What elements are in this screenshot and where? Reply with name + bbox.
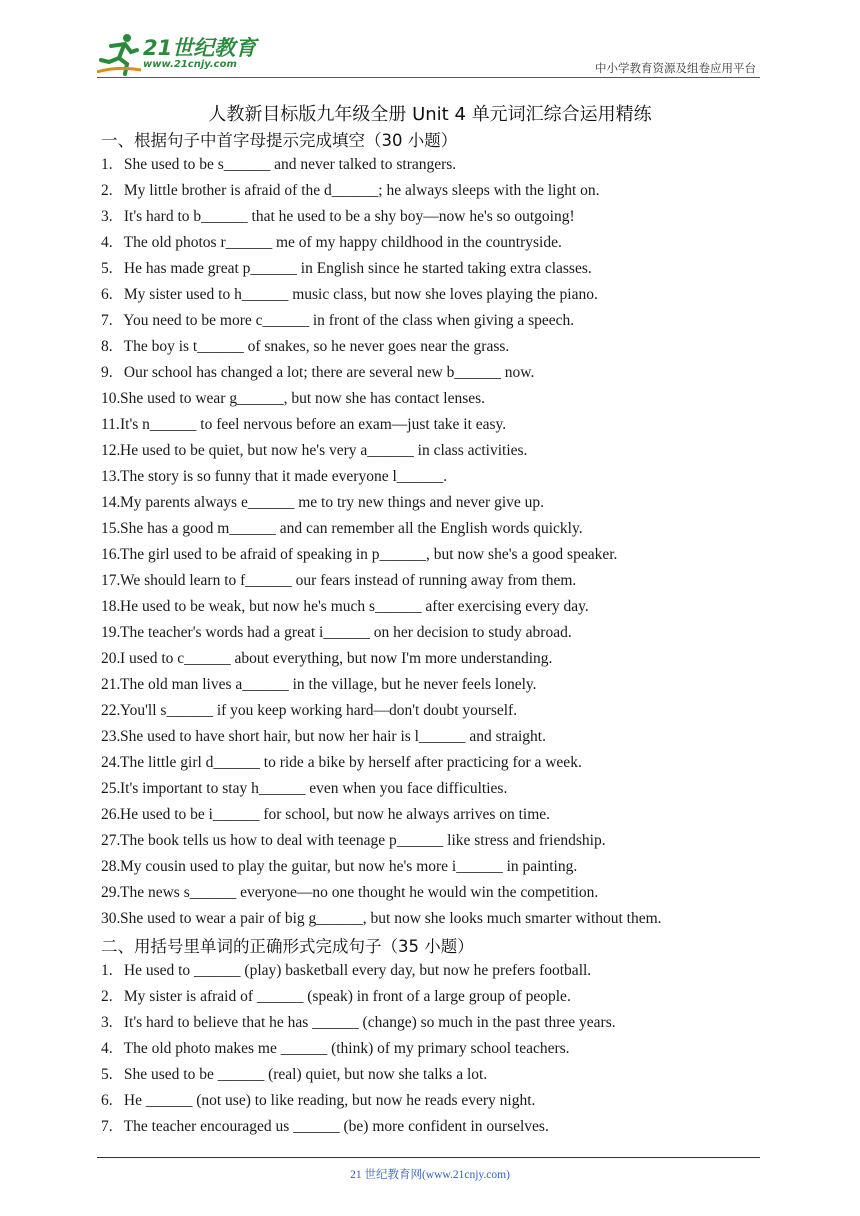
question-number: 20. xyxy=(101,650,121,667)
question-item xyxy=(101,311,574,337)
question-item xyxy=(101,1013,616,1039)
section-1-heading: 一、根据句子中首字母提示完成填空（30 小题） xyxy=(101,131,458,150)
question-text: The teacher's words had a great i______ on her decision to study abroad. xyxy=(120,624,572,641)
question-text: The old man lives a______ in the village, but he never feels lonely. xyxy=(120,676,537,693)
question-text: We should learn to f______ our fears instead of running away from them. xyxy=(120,572,577,589)
question-text: It's important to stay h______ even when you face difficulties. xyxy=(120,780,508,797)
question-item xyxy=(101,519,583,545)
question-item xyxy=(101,987,571,1013)
question-item xyxy=(101,285,598,311)
question-text: He has made great p______ in English since he started taking extra classes. xyxy=(120,260,592,277)
question-text: The story is so funny that it made everyone l______. xyxy=(120,468,448,485)
question-text: The boy is t______ of snakes, so he never goes near the grass. xyxy=(120,338,510,355)
question-item xyxy=(101,779,507,805)
question-number: 1. xyxy=(101,962,113,979)
question-item xyxy=(101,727,546,753)
question-number: 2. xyxy=(101,988,113,1005)
question-text: My cousin used to play the guitar, but now he's more i______ in painting. xyxy=(120,858,578,875)
question-text: The girl used to be afraid of speaking in p______, but now she's a good speaker. xyxy=(120,546,618,563)
question-number: 24. xyxy=(101,754,121,771)
page-header xyxy=(97,30,760,78)
question-text: My sister is afraid of ______ (speak) in front of a large group of people. xyxy=(120,988,571,1005)
question-number: 3. xyxy=(101,208,113,225)
question-item xyxy=(101,1091,535,1117)
question-number: 4. xyxy=(101,1040,113,1057)
question-item xyxy=(101,467,447,493)
question-text: My little brother is afraid of the d______; he always sleeps with the light on. xyxy=(120,182,600,199)
question-text: She used to have short hair, but now her hair is l______ and straight. xyxy=(120,728,546,745)
logo-text: 21世纪教育 xyxy=(143,36,257,60)
question-text: She has a good m______ and can remember all the English words quickly. xyxy=(120,520,583,537)
question-item xyxy=(101,389,485,415)
question-item xyxy=(101,571,576,597)
question-text: The old photo makes me ______ (think) of my primary school teachers. xyxy=(120,1040,570,1057)
logo-url: www.21cnjy.com xyxy=(143,59,237,70)
question-item xyxy=(101,207,575,233)
question-number: 12. xyxy=(101,442,121,459)
question-item xyxy=(101,337,509,363)
question-item xyxy=(101,831,606,857)
question-text: It's hard to b______ that he used to be a shy boy—now he's so outgoing! xyxy=(120,208,575,225)
question-text: The old photos r______ me of my happy childhood in the countryside. xyxy=(120,234,562,251)
question-item xyxy=(101,155,456,181)
question-number: 21. xyxy=(101,676,121,693)
question-text: He used to be i______ for school, but now he always arrives on time. xyxy=(120,806,551,823)
question-text: Our school has changed a lot; there are several new b______ now. xyxy=(120,364,535,381)
question-number: 10. xyxy=(101,390,121,407)
question-number: 17. xyxy=(101,572,121,589)
question-item xyxy=(101,181,600,207)
question-text: The news s______ everyone—no one thought he would win the competition. xyxy=(120,884,599,901)
question-number: 7. xyxy=(101,312,113,329)
question-text: My parents always e______ me to try new things and never give up. xyxy=(120,494,545,511)
question-text: My sister used to h______ music class, but now she loves playing the piano. xyxy=(120,286,598,303)
question-text: He used to ______ (play) basketball every day, but now he prefers football. xyxy=(120,962,592,979)
question-item xyxy=(101,597,589,623)
question-number: 26. xyxy=(101,806,121,823)
question-number: 25. xyxy=(101,780,121,797)
question-number: 14. xyxy=(101,494,121,511)
question-item xyxy=(101,1039,570,1065)
question-item xyxy=(101,493,544,519)
question-item xyxy=(101,441,527,467)
question-item xyxy=(101,675,537,701)
question-text: The teacher encouraged us ______ (be) more confident in ourselves. xyxy=(120,1118,549,1135)
question-number: 8. xyxy=(101,338,113,355)
page-footer: 21 世纪教育网(www.21cnjy.com) xyxy=(350,1169,510,1181)
question-item xyxy=(101,701,517,727)
question-text: It's hard to believe that he has ______ (change) so much in the past three years. xyxy=(120,1014,616,1031)
document-title: 人教新目标版九年级全册 Unit 4 单元词汇综合运用精练 xyxy=(208,104,652,125)
platform-label: 中小学教育资源及组卷应用平台 xyxy=(595,61,756,75)
question-item xyxy=(101,805,550,831)
question-number: 16. xyxy=(101,546,121,563)
question-text: He used to be weak, but now he's much s______ after exercising every day. xyxy=(120,598,589,615)
question-item xyxy=(101,1065,487,1091)
question-item xyxy=(101,1117,549,1143)
question-text: I used to c______ about everything, but now I'm more understanding. xyxy=(120,650,553,667)
question-number: 29. xyxy=(101,884,121,901)
question-number: 9. xyxy=(101,364,113,381)
question-text: She used to wear a pair of big g______, but now she looks much smarter without them. xyxy=(120,910,662,927)
question-number: 6. xyxy=(101,1092,113,1109)
question-item xyxy=(101,259,592,285)
question-number: 30. xyxy=(101,910,121,927)
question-text: It's n______ to feel nervous before an exam—just take it easy. xyxy=(120,416,507,433)
footer-divider xyxy=(97,1157,760,1158)
question-number: 1. xyxy=(101,156,113,173)
question-text: The book tells us how to deal with teenage p______ like stress and friendship. xyxy=(120,832,606,849)
question-item xyxy=(101,961,591,987)
question-item xyxy=(101,623,572,649)
question-number: 11. xyxy=(101,416,120,433)
question-item xyxy=(101,363,534,389)
question-item xyxy=(101,233,562,259)
question-number: 22. xyxy=(101,702,121,719)
question-number: 15. xyxy=(101,520,121,537)
question-text: He used to be quiet, but now he's very a______ in class activities. xyxy=(120,442,528,459)
question-item xyxy=(101,545,617,571)
question-item xyxy=(101,753,582,779)
question-number: 19. xyxy=(101,624,121,641)
question-number: 5. xyxy=(101,260,113,277)
question-text: She used to wear g______, but now she has contact lenses. xyxy=(120,390,486,407)
section-2-heading: 二、用括号里单词的正确形式完成句子（35 小题） xyxy=(101,937,474,956)
question-text: He ______ (not use) to like reading, but now he reads every night. xyxy=(120,1092,536,1109)
question-number: 27. xyxy=(101,832,121,849)
question-text: She used to be s______ and never talked to strangers. xyxy=(120,156,457,173)
question-number: 5. xyxy=(101,1066,113,1083)
question-number: 23. xyxy=(101,728,121,745)
question-item xyxy=(101,909,662,935)
question-number: 7. xyxy=(101,1118,113,1135)
question-item xyxy=(101,857,577,883)
question-item xyxy=(101,649,552,675)
question-number: 6. xyxy=(101,286,113,303)
question-text: The little girl d______ to ride a bike by herself after practicing for a week. xyxy=(120,754,582,771)
site-logo xyxy=(97,32,267,76)
question-number: 2. xyxy=(101,182,113,199)
question-number: 4. xyxy=(101,234,113,251)
header-divider xyxy=(97,77,760,78)
runner-logo-icon xyxy=(97,32,143,76)
question-number: 18. xyxy=(101,598,121,615)
question-item xyxy=(101,883,598,909)
question-number: 13. xyxy=(101,468,121,485)
question-number: 28. xyxy=(101,858,121,875)
question-number: 3. xyxy=(101,1014,113,1031)
question-text: She used to be ______ (real) quiet, but now she talks a lot. xyxy=(120,1066,488,1083)
question-text: You need to be more c______ in front of the class when giving a speech. xyxy=(120,312,575,329)
question-item xyxy=(101,415,506,441)
question-text: You'll s______ if you keep working hard—don't doubt yourself. xyxy=(120,702,518,719)
